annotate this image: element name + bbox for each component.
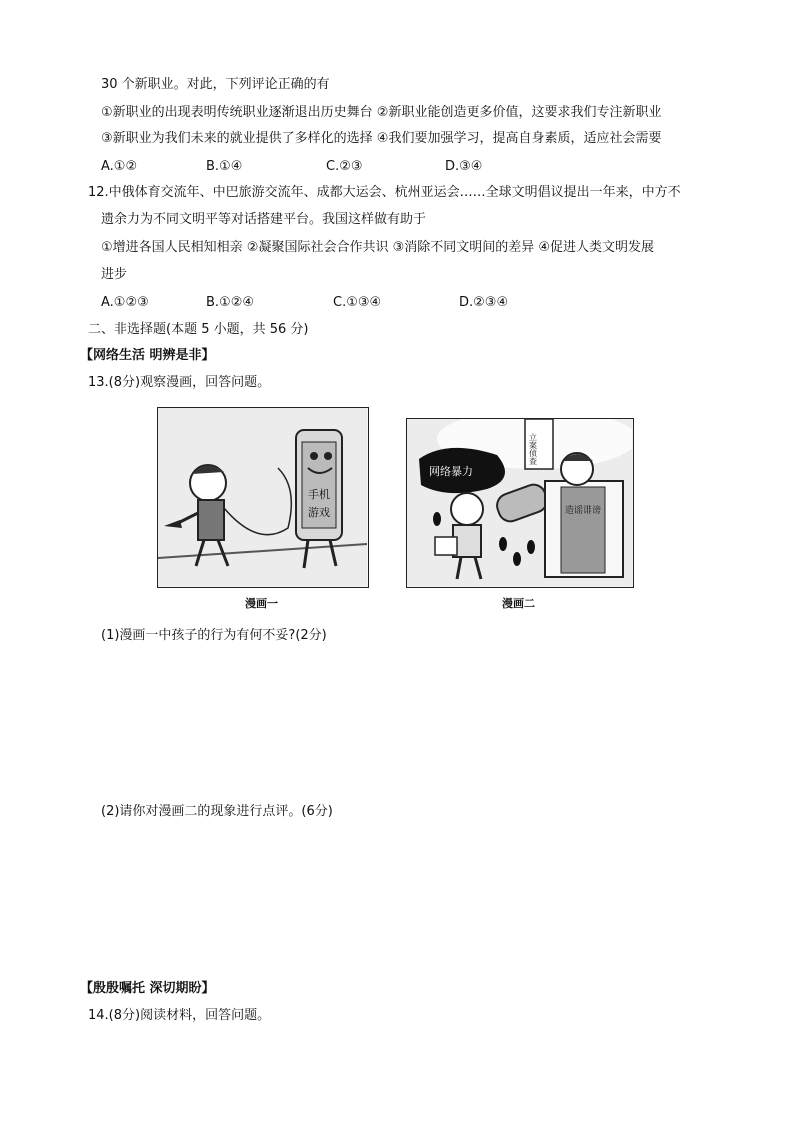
- q11-statements-line1: ①新职业的出现表明传统职业逐渐退出历史舞台 ②新职业能创造更多价值，这要求我们专注新职业: [101, 105, 662, 120]
- theme-heading-1: 【网络生活 明辨是非】: [80, 348, 215, 363]
- comic-1-drawing: [158, 408, 367, 586]
- q12-statements-line1: ①增进各国人民相知相亲 ②凝聚国际社会合作共识 ③消除不同文明间的差异 ④促进人类文明发展: [101, 240, 655, 255]
- q11-stem-end: 30 个新职业。对此，下列评论正确的有: [101, 77, 330, 92]
- q13-stem: 13.(8分)观察漫画，回答问题。: [88, 375, 271, 390]
- comic-1-illustration: [157, 407, 369, 588]
- q12-option-a: A.①②③: [101, 295, 149, 310]
- comic-1-phone-text-2: 游戏: [308, 506, 330, 519]
- comic-2-caption: 漫画二: [502, 597, 535, 610]
- section2-title: 二、非选择题(本题 5 小题，共 56 分): [88, 322, 309, 337]
- comic-1-caption: 漫画一: [245, 597, 278, 610]
- q12-stem-line2: 遗余力为不同文明平等对话搭建平台。我国这样做有助于: [101, 212, 427, 227]
- q14-stem: 14.(8分)阅读材料，回答问题。: [88, 1008, 271, 1023]
- q11-option-b: B.①④: [206, 159, 243, 174]
- comic-2-illustration: [406, 418, 634, 588]
- q11-statements-line2: ③新职业为我们未来的就业提供了多样化的选择 ④我们要加强学习，提高自身素质，适应社会需要: [101, 131, 662, 146]
- comic-2-drawing: [407, 419, 632, 586]
- q11-option-c: C.②③: [326, 159, 363, 174]
- comic-2-sign-text: 立案侦查: [528, 433, 538, 465]
- comic-1-phone-text-1: 手机: [308, 488, 330, 501]
- comic-2-screen-text: 造谣诽谤: [565, 506, 602, 516]
- q12-option-b: B.①②④: [206, 295, 255, 310]
- q12-stem-line1: 12.中俄体育交流年、中巴旅游交流年、成都大运会、杭州亚运会……全球文明倡议提出一年来，中方不: [88, 185, 681, 200]
- q11-option-d: D.③④: [445, 159, 483, 174]
- comic-2-bubble-text: 网络暴力: [429, 465, 473, 478]
- q13-subquestion-1: (1)漫画一中孩子的行为有何不妥?(2分): [101, 628, 327, 643]
- theme-heading-2: 【殷殷嘱托 深切期盼】: [80, 981, 215, 996]
- q12-statements-line2: 进步: [101, 267, 128, 282]
- q11-option-a: A.①②: [101, 159, 138, 174]
- q13-subquestion-2: (2)请你对漫画二的现象进行点评。(6分): [101, 804, 333, 819]
- q12-option-d: D.②③④: [459, 295, 509, 310]
- q12-option-c: C.①③④: [333, 295, 382, 310]
